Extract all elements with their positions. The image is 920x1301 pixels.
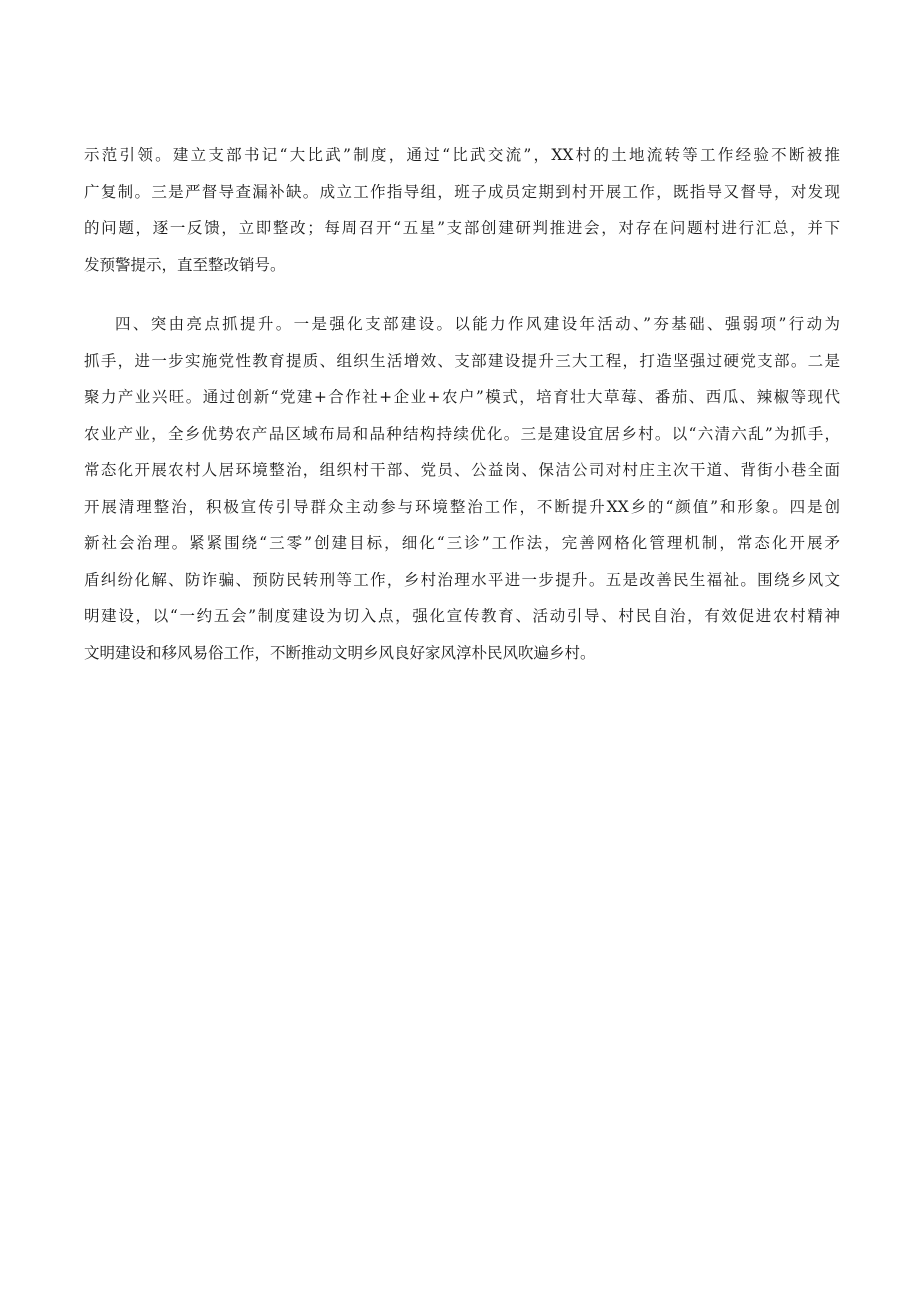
paragraph-1: [84, 137, 840, 283]
paragraph-line: 发预警提示，直至整改销号。: [84, 255, 286, 274]
document-body: [84, 137, 840, 671]
paragraph-line: 广复制。三是严督导查漏补缺。成立工作指导组，班子成员定期到村开展工作，既指导又督导，对发现: [84, 182, 840, 201]
paragraph-line: 的问题，逐一反馈，立即整改；每周召开“五星”支部创建研判推进会，对存在问题村进行汇总，并下: [84, 219, 840, 237]
paragraph-line: 四、突由亮点抓提升。一是强化支部建设。以能力作风建设年活动、”夯基础、强弱项”行动为: [115, 315, 840, 333]
paragraph-line: 常态化开展农村人居环境整治，组织村干部、党员、公益岗、保洁公司对村庄主次干道、背街小巷全面: [84, 461, 840, 479]
paragraph-line: 开展清理整治，积极宣传引导群众主动参与环境整治工作，不断提升XX乡的“颜值”和形象。四是创: [84, 497, 840, 516]
paragraph-line: 明建设，以“一约五会”制度建设为切入点，强化宣传教育、活动引导、村民自治，有效促进农村精神: [84, 607, 840, 625]
paragraph-line: 盾纠纷化解、防诈骗、预防民转刑等工作，乡村治理水平进一步提升。五是改善民生福祉。围绕乡风文: [84, 570, 840, 589]
paragraph-2: [84, 306, 840, 671]
paragraph-spacer: [84, 283, 840, 306]
paragraph-line: 新社会治理。紧紧围绕“三零”创建目标，细化“三诊”工作法，完善网格化管理机制，常态化开展矛: [84, 534, 840, 552]
paragraph-line: 文明建设和移风易俗工作，不断推动文明乡风良好家风淳朴民风吹遍乡村。: [84, 643, 596, 662]
paragraph-line: 示范引领。建立支部书记“大比武”制度，通过“比武交流”，XX村的土地流转等工作经验不断被推: [84, 146, 840, 164]
paragraph-line: 抓手，进一步实施党性教育提质、组织生活增效、支部建设提升三大工程，打造坚强过硬党支部。二是: [84, 351, 840, 370]
paragraph-line: 农业产业，全乡优势农产品区域布局和品种结构持续优化。三是建设宜居乡村。以“六清六乱”为抓手，: [84, 424, 840, 443]
paragraph-line: 聚力产业兴旺。通过创新“党建+合作社+企业+农户”模式，培育壮大草莓、番茄、西瓜、辣椒等现代: [84, 388, 840, 406]
